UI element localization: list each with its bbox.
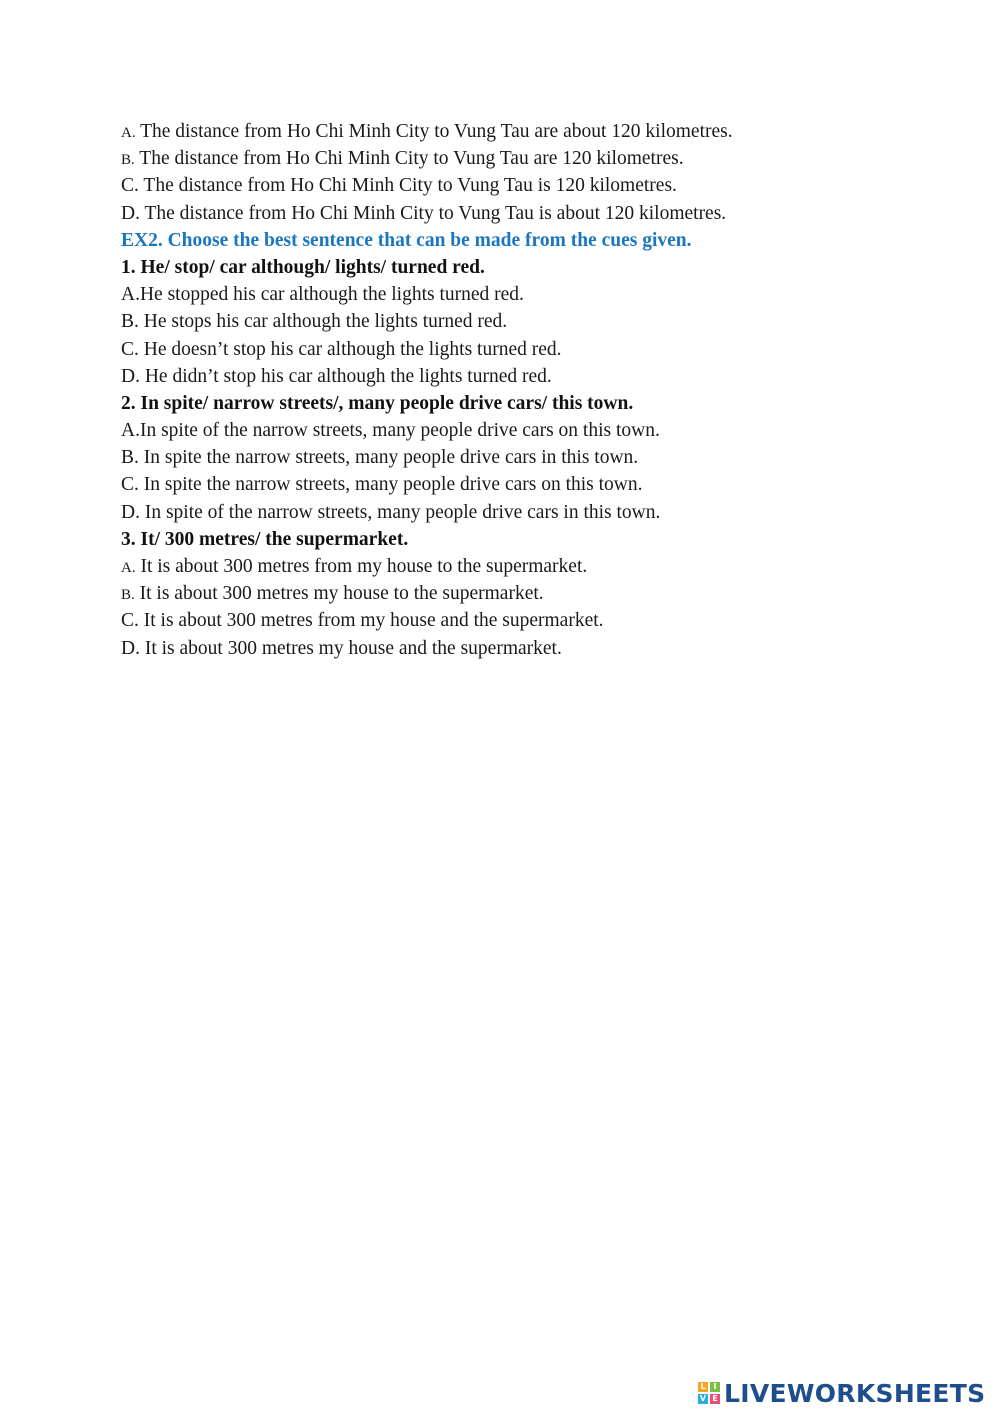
q3-option-d: [121, 635, 941, 662]
option-letter: A.: [121, 560, 136, 576]
option-text: It is about 300 metres from my house to the supermarket.: [135, 556, 588, 577]
q1-option-d: [121, 363, 941, 390]
option-letter: B.: [121, 152, 135, 169]
q3-option-a: [121, 553, 941, 580]
option-letter: C.: [121, 610, 139, 632]
option-letter: D.: [121, 202, 140, 224]
option-letter: D.: [121, 365, 140, 387]
q1-option-a: [121, 281, 941, 308]
logo-block: V: [699, 1394, 707, 1403]
q1-option-c: [121, 336, 941, 363]
option-text: It is about 300 metres my house to the supermarket.: [134, 583, 544, 605]
option-text: He didn’t stop his car although the lights turned red.: [139, 365, 552, 387]
option-letter: B.: [121, 447, 139, 469]
exercise-heading: EX2. Choose the best sentence that can be made from the cues given.: [121, 229, 692, 251]
q2-option-a: [121, 417, 941, 444]
option-text: In spite the narrow streets, many people drive cars in this town.: [138, 447, 639, 469]
option-text: The distance from Ho Chi Minh City to Vung Tau is about 120 kilometres.: [139, 202, 727, 224]
option-letter: C.: [121, 175, 139, 197]
logo-blocks-icon: [698, 1382, 720, 1404]
question-prompt: 3. It/ 300 metres/ the supermarket.: [121, 528, 409, 550]
q1-option-b: [121, 308, 941, 335]
ex1-option-d: [121, 200, 941, 227]
logo-block: I: [710, 1382, 720, 1392]
logo-block: L: [698, 1382, 708, 1392]
worksheet-page: [121, 118, 941, 662]
logo-block: E: [710, 1394, 720, 1404]
ex1-option-c: [121, 172, 941, 199]
option-text: In spite the narrow streets, many people drive cars on this town.: [138, 474, 643, 496]
option-text: The distance from Ho Chi Minh City to Vung Tau are 120 kilometres.: [134, 148, 684, 170]
question-prompt: 1. He/ stop/ car although/ lights/ turned red.: [121, 256, 485, 278]
option-letter: B.: [121, 587, 135, 604]
option-letter: C.: [121, 474, 139, 496]
liveworksheets-logo: [698, 1376, 985, 1410]
q2-option-d: [121, 499, 941, 526]
option-text: In spite of the narrow streets, many people drive cars on this town.: [139, 420, 660, 442]
question-prompt: 2. In spite/ narrow streets/, many people drive cars/ this town.: [121, 392, 634, 414]
option-letter: D.: [121, 637, 140, 659]
option-letter: D.: [121, 501, 140, 523]
logo-text: LIVEWORKSHEETS: [724, 1378, 986, 1408]
option-text: The distance from Ho Chi Minh City to Vung Tau is 120 kilometres.: [138, 175, 677, 197]
ex1-option-a: [121, 118, 941, 145]
q3-option-c: [121, 607, 941, 634]
option-text: It is about 300 metres from my house and the supermarket.: [138, 610, 604, 632]
option-text: It is about 300 metres my house and the supermarket.: [139, 637, 562, 659]
option-text: In spite of the narrow streets, many people drive cars in this town.: [139, 501, 661, 523]
q2-option-c: [121, 471, 941, 498]
option-letter: C.: [121, 338, 139, 360]
option-text: He doesn’t stop his car although the lights turned red.: [138, 338, 562, 360]
option-text: He stops his car although the lights turned red.: [138, 311, 508, 333]
q3-option-b: [121, 580, 941, 607]
option-text: He stopped his car although the lights turned red.: [139, 284, 524, 306]
ex1-option-b: [121, 145, 941, 172]
option-text: The distance from Ho Chi Minh City to Vung Tau are about 120 kilometres.: [135, 121, 733, 142]
option-letter: A.: [121, 125, 136, 141]
option-letter: A.: [121, 284, 140, 306]
q2-option-b: [121, 444, 941, 471]
option-letter: B.: [121, 311, 139, 333]
option-letter: A.: [121, 420, 140, 442]
